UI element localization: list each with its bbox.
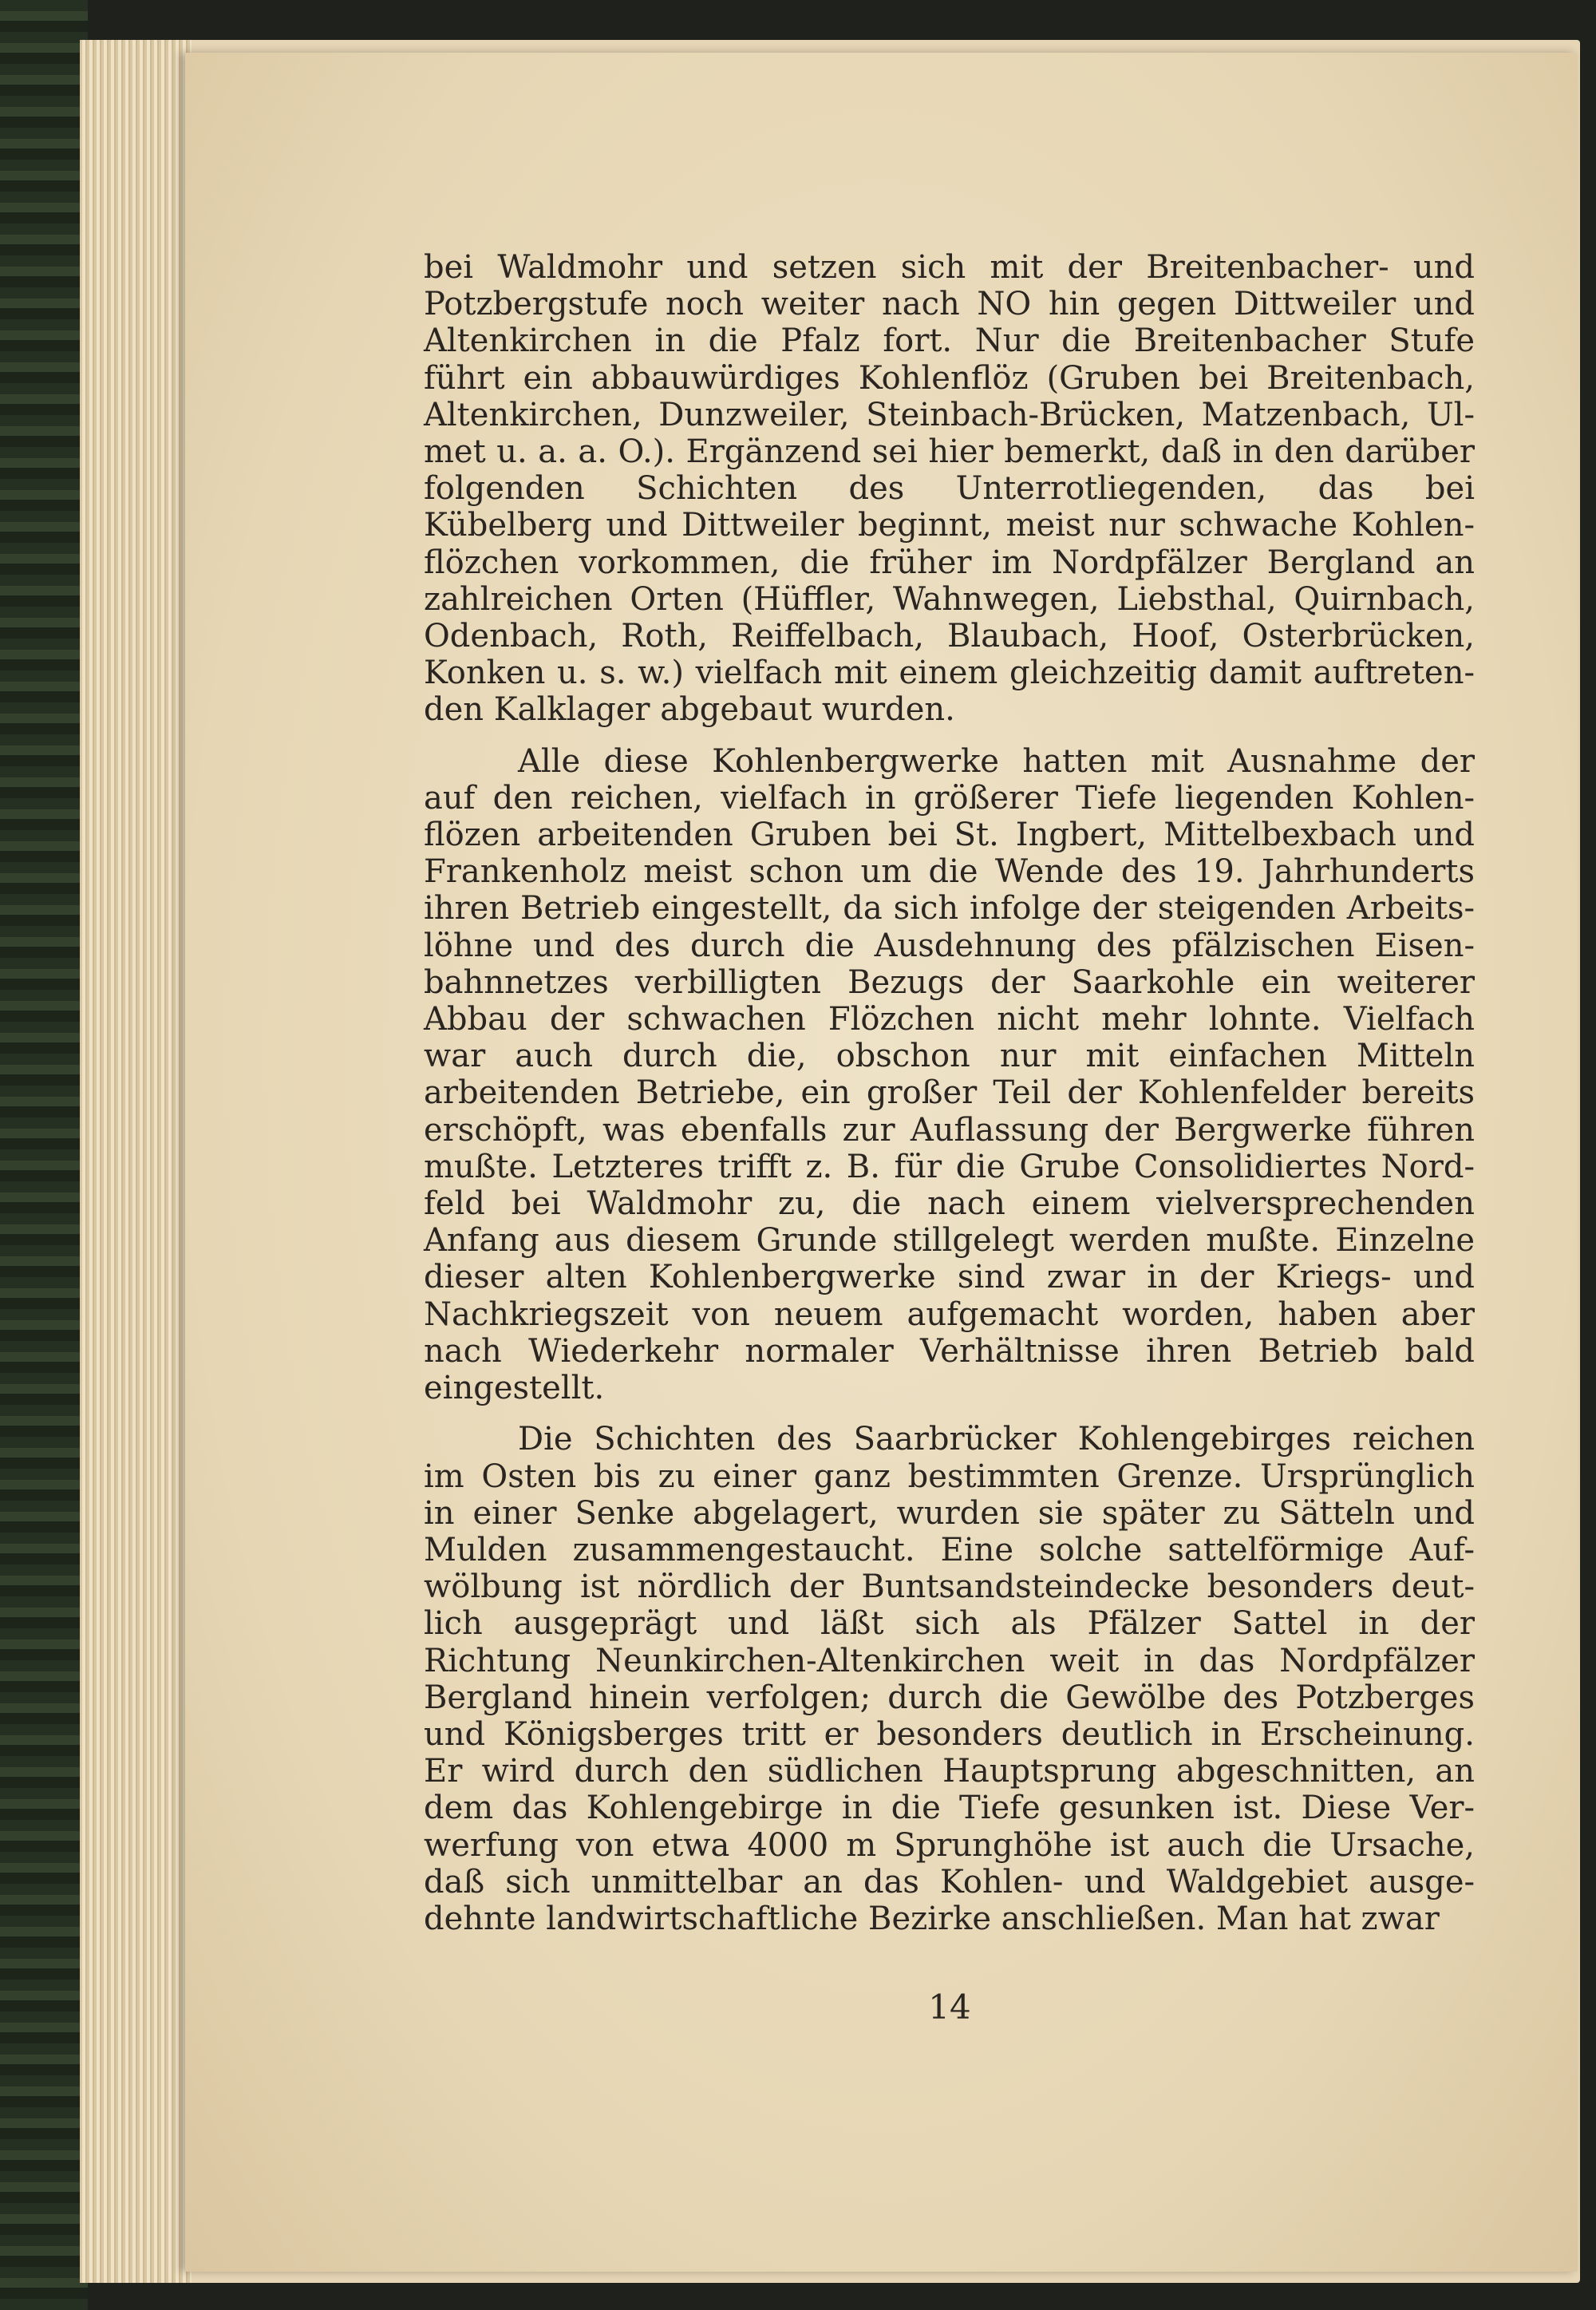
- text-line: Bergland hinein verfolgen; durch die Gewölbe des Potzberges: [424, 1679, 1475, 1716]
- text-line: wölbung ist nördlich der Buntsandsteindecke besonders deut-: [424, 1568, 1475, 1606]
- text-line: Alle diese Kohlenbergwerke hatten mit Ausnahme der: [518, 742, 1475, 780]
- text-line: Er wird durch den südlichen Hauptsprung abgeschnitten, an: [424, 1753, 1475, 1790]
- text-line: flözchen vorkommen, die früher im Nordpfälzer Bergland an: [424, 544, 1475, 581]
- text-line: Nachkriegszeit von neuem aufgemacht worden, haben aber: [424, 1295, 1475, 1333]
- text-line: eingestellt.: [424, 1370, 605, 1407]
- text-line: arbeitenden Betriebe, ein großer Teil der Kohlenfelder bereits: [424, 1074, 1475, 1112]
- text-line: in einer Senke abgelagert, wurden sie später zu Sätteln und: [424, 1494, 1475, 1532]
- text-line: Die Schichten des Saarbrücker Kohlengebirges reichen: [518, 1421, 1475, 1458]
- text-line: im Osten bis zu einer ganz bestimmten Grenze. Ursprünglich: [424, 1458, 1475, 1495]
- text-line: den Kalklager abgebaut wurden.: [424, 691, 955, 729]
- text-line: Altenkirchen in die Pfalz fort. Nur die Breitenbacher Stufe: [424, 322, 1475, 360]
- cover-edge: [0, 0, 88, 2310]
- text-line: erschöpft, was ebenfalls zur Auflassung der Bergwerke führen: [424, 1111, 1475, 1149]
- text-line: mußte. Letzteres trifft z. B. für die Grube Consolidiertes Nord-: [424, 1148, 1475, 1185]
- paragraph: [424, 743, 1475, 1407]
- text-line: folgenden Schichten des Unterrotliegenden, das bei: [424, 470, 1475, 508]
- text-line: auf den reichen, vielfach in größerer Tiefe liegenden Kohlen-: [424, 779, 1475, 817]
- body-text: [424, 249, 1475, 1937]
- text-line: Kübelberg und Dittweiler beginnt, meist nur schwache Kohlen-: [424, 507, 1475, 544]
- text-line: Abbau der schwachen Flözchen nicht mehr lohnte. Vielfach: [424, 1001, 1475, 1038]
- text-line: Frankenholz meist schon um die Wende des 19. Jahrhunderts: [424, 853, 1475, 891]
- text-line: feld bei Waldmohr zu, die nach einem vielversprechenden: [424, 1185, 1475, 1223]
- text-line: führt ein abbauwürdiges Kohlenflöz (Gruben bei Breitenbach,: [424, 359, 1475, 397]
- text-line: Konken u. s. w.) vielfach mit einem gleichzeitig damit auftreten-: [424, 655, 1475, 692]
- text-line: met u. a. a. O.). Ergänzend sei hier bemerkt, daß in den darüber: [424, 433, 1475, 471]
- text-line: Mulden zusammengestaucht. Eine solche sattelförmige Auf-: [424, 1531, 1475, 1568]
- text-line: Odenbach, Roth, Reiffelbach, Blaubach, Hoof, Osterbrücken,: [424, 618, 1475, 655]
- text-line: löhne und des durch die Ausdehnung des pfälzischen Eisen-: [424, 927, 1475, 964]
- text-line: flözen arbeitenden Gruben bei St. Ingbert, Mittelbexbach und: [424, 817, 1475, 854]
- text-line: Potzbergstufe noch weiter nach NO hin gegen Dittweiler und: [424, 286, 1475, 323]
- page-edges: [80, 40, 192, 2283]
- text-line: ihren Betrieb eingestellt, da sich infolge der steigenden Arbeits-: [424, 890, 1475, 928]
- text-line: werfung von etwa 4000 m Sprunghöhe ist auch die Ursache,: [424, 1826, 1475, 1864]
- text-line: Anfang aus diesem Grunde stillgelegt werden mußte. Einzelne: [424, 1222, 1475, 1260]
- text-line: bahnnetzes verbilligten Bezugs der Saarkohle ein weiterer: [424, 963, 1475, 1001]
- text-line: und Königsberges tritt er besonders deutlich in Erscheinung.: [424, 1715, 1475, 1753]
- text-line: daß sich unmittelbar an das Kohlen- und Waldgebiet ausge-: [424, 1863, 1475, 1901]
- text-line: Richtung Neunkirchen-Altenkirchen weit in das Nordpfälzer: [424, 1642, 1475, 1679]
- paragraph: [424, 249, 1475, 729]
- text-line: Altenkirchen, Dunzweiler, Steinbach-Brücken, Matzenbach, Ul-: [424, 396, 1475, 433]
- text-line: dehnte landwirtschaftliche Bezirke anschließen. Man hat zwar: [424, 1900, 1440, 1937]
- text-line: nach Wiederkehr normaler Verhältnisse ihren Betrieb bald: [424, 1332, 1475, 1370]
- text-line: bei Waldmohr und setzen sich mit der Breitenbacher- und: [424, 249, 1475, 286]
- paragraph: [424, 1421, 1475, 1937]
- text-line: dieser alten Kohlenbergwerke sind zwar in der Kriegs- und: [424, 1259, 1475, 1296]
- text-line: zahlreichen Orten (Hüffler, Wahnwegen, Liebsthal, Quirnbach,: [424, 580, 1475, 618]
- page-number: 14: [928, 1988, 971, 2027]
- text-line: war auch durch die, obschon nur mit einfachen Mitteln: [424, 1038, 1475, 1075]
- text-line: lich ausgeprägt und läßt sich als Pfälzer Sattel in der: [424, 1605, 1475, 1643]
- text-line: dem das Kohlengebirge in die Tiefe gesunken ist. Diese Ver-: [424, 1790, 1475, 1827]
